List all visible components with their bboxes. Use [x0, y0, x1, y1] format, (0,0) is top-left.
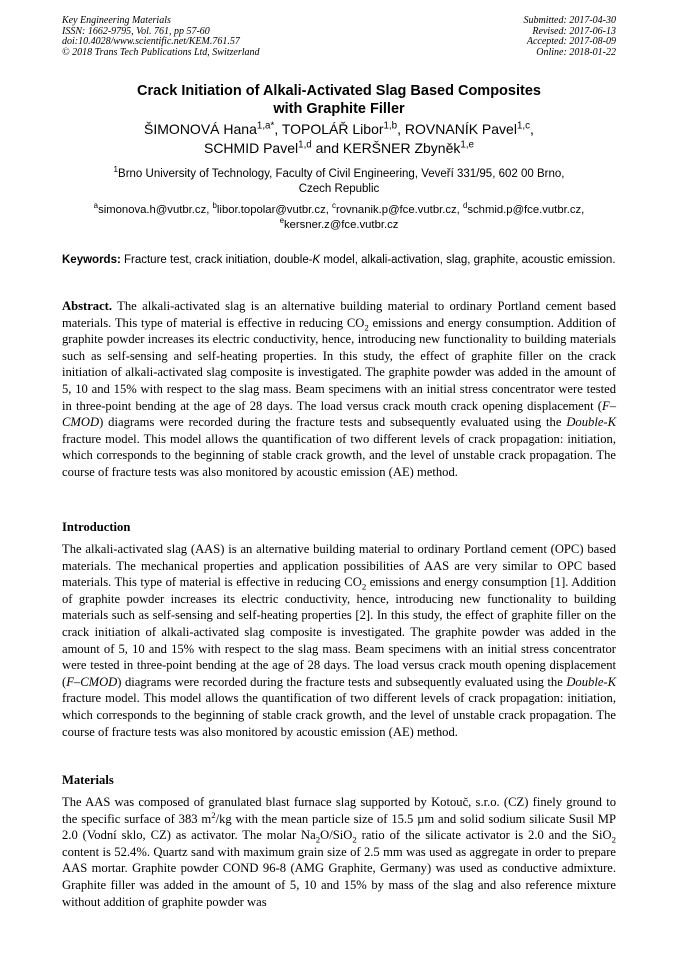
intro-text: ) diagrams were recorded during the fracture tests and subsequently evaluated using the [117, 674, 567, 689]
affiliation-mark: 1 [113, 165, 119, 175]
abstract-paragraph [62, 298, 616, 481]
email-mark: c [332, 201, 336, 211]
intro-text: emissions and energy consumption [1]. Addition of graphite powder increases its electric conductivity, hence, introducing new functionality to building materials such as self-sensing and self-heating properties [2]. In this study, the effect of graphite filler on the crack initiation of alkali-activated slag composite is investigated. The graphite powder was added in the amount of 5, 10 and 15% with respect to the slag mass. Beam specimens with an initial stress concentrator were tested in three-point bending at the age of 28 days. The load versus crack mouth opening displacement ( [62, 575, 616, 689]
introduction-heading: Introduction [62, 520, 131, 534]
revised-date: Revised: 2017-06-13 [532, 25, 616, 37]
author-name: ŠIMONOVÁ Hana [144, 121, 257, 137]
journal-info [62, 16, 260, 58]
title-line-2: with Graphite Filler [273, 101, 405, 117]
email-mark: b [212, 201, 217, 211]
keywords-text: Fracture test, crack initiation, double- [120, 254, 313, 266]
keywords-label: Keywords: [62, 254, 121, 266]
materials-text: /kg with the mean particle size of 15.5 µm and solid sodium silicate Susil MP 2.0 (Vodní sklo, CZ) as activator. The molar Na [62, 811, 616, 843]
abstract-text: emissions and energy consumption. Addition of graphite powder increases its electric conductivity, hence, introducing new functionality to building materials such as self-sensing and self-heating properties. In this study, the effect of graphite filler on the crack initiation of alkali-activated slag composite is investigated. The graphite powder was added in the amount of 5, 10 and 15% with respect to the slag mass. Beam specimens with an initial stress concentrator were tested in three-point bending at the age of 28 days. The load versus crack mouth crack opening displacement ( [62, 315, 616, 413]
materials-text: The AAS was composed of granulated blast furnace slag supported by Kotouč, s.r.o. (CZ) finely ground to the specific surface of 383 m [62, 795, 616, 826]
subscript: 2 [315, 834, 321, 845]
abstract-text: fracture model. This model allows the quantification of two different levels of crack propagation: initiation, which corresponds to the beginning of stable crack growth, and the level of unstable crack propagation. The course of fracture tests was also monitored by acoustic emission (AE) method. [62, 431, 616, 479]
author-affil-mark: 1,b [383, 120, 398, 132]
email-mark: a [93, 201, 99, 211]
abstract-italic: Double-K [566, 415, 616, 430]
introduction-paragraph [62, 541, 616, 740]
materials-text: ratio of the silicate activator is 2.0 and the SiO [356, 828, 612, 843]
email-mark: e [279, 216, 284, 226]
abstract-italic: F–CMOD [62, 398, 616, 430]
subscript: 2 [361, 581, 367, 592]
keywords-text: model, alkali-activation, slag, graphite, acoustic emission. [320, 254, 616, 266]
abstract-text: The alkali-activated slag is an alternative building material to ordinary Portland cement based materials. This type of material is effective in reducing CO [62, 299, 616, 330]
affiliation-line-1: Brno University of Technology, Faculty of Civil Engineering, Veveří 331/95, 602 00 Brno, [118, 168, 565, 180]
subscript: 2 [364, 322, 369, 333]
author-separator: , [530, 121, 534, 137]
intro-text: fracture model. This model allows the quantification of two different levels of crack propagation: initiation, which corresponds to the beginning of stable crack growth, and the level of unstable crack propagation. The course of fracture tests was also monitored by acoustic emission (AE) method. [62, 691, 616, 739]
title-line-1: Crack Initiation of Alkali-Activated Slag Based Composites [137, 83, 541, 99]
accepted-date: Accepted: 2017-08-09 [526, 36, 616, 47]
abstract-label: Abstract. [62, 299, 113, 313]
intro-italic: F–CMOD [66, 674, 118, 689]
email-link[interactable]: simonova.h@vutbr.cz, [98, 204, 213, 216]
email-link[interactable]: libor.topolar@vutbr.cz, [216, 204, 332, 216]
author-affil-mark: 1,a* [256, 120, 275, 132]
email-mark: d [462, 201, 468, 211]
author-name: ROVNANÍK Pavel [404, 121, 517, 137]
email-link[interactable]: kersner.z@fce.vutbr.cz [283, 219, 399, 231]
keywords-block [62, 253, 616, 268]
materials-text: O/SiO [320, 828, 353, 843]
copyright-line: © 2018 Trans Tech Publications Ltd, Switzerland [62, 46, 260, 58]
intro-italic: Double-K [566, 674, 616, 689]
affiliation-line-2: Czech Republic [298, 183, 380, 195]
author-affil-mark: 1,c [516, 120, 531, 132]
publication-dates [524, 16, 617, 58]
author-list [62, 120, 616, 158]
author-name: SCHMID Pavel [203, 140, 299, 156]
author-name: KERŠNER Zbyněk [342, 140, 461, 156]
author-affil-mark: 1,e [460, 139, 474, 151]
keywords-italic: K [312, 254, 321, 266]
affiliation [62, 167, 616, 197]
email-link[interactable]: rovnanik.p@fce.vutbr.cz, [335, 204, 463, 216]
paper-title [62, 82, 616, 118]
abstract-text: ) diagrams were recorded during the fracture tests and subsequently evaluated using the [99, 415, 567, 430]
doi-line: doi:10.4028/www.scientific.net/KEM.761.57 [62, 36, 240, 47]
online-date: Online: 2018-01-22 [536, 46, 616, 58]
subscript: 2 [611, 834, 617, 845]
subscript: 2 [352, 834, 357, 845]
author-separator: , [274, 121, 282, 137]
materials-heading: Materials [62, 773, 114, 787]
author-affil-mark: 1,d [298, 139, 312, 151]
journal-name: Key Engineering Materials [62, 15, 171, 26]
author-separator: and [311, 140, 343, 156]
materials-paragraph [62, 794, 616, 910]
issn-line: ISSN: 1662-9795, Vol. 761, pp 57-60 [62, 25, 210, 37]
materials-text: content is 52.4%. Quartz sand with maximum grain size of 2.5 mm was used as aggregate in order to prepare AAS mortar. Graphite powder COND 96-8 (AMG Graphite, Germany) was used as conductive admixture. Graphite filler was added in the amount of 5, 10 and 15% by mass of the slag and also reference mixture without addition of graphite powder was [62, 844, 616, 909]
submitted-date: Submitted: 2017-04-30 [523, 15, 616, 26]
intro-text: The alkali-activated slag (AAS) is an alternative building material to ordinary Portland cement (OPC) based materials. The mechanical properties and application possibilities of AAS are very similar to OPC based materials. This type of material is effective in reducing CO [62, 542, 616, 590]
superscript: 2 [211, 809, 216, 820]
author-emails [62, 203, 616, 233]
email-link[interactable]: schmid.p@fce.vutbr.cz, [467, 204, 585, 216]
author-name: TOPOLÁŘ Libor [281, 121, 384, 137]
author-separator: , [397, 121, 405, 137]
